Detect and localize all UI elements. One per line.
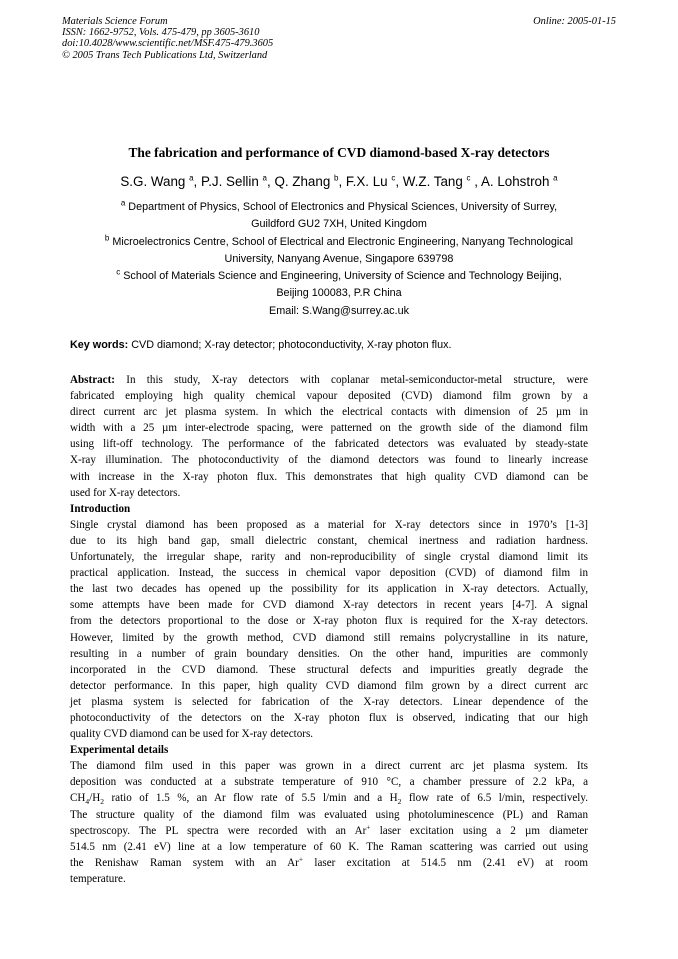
section-heading-experimental: Experimental details: [70, 744, 169, 757]
author: A. Lohstroh $^a$: [480, 173, 558, 189]
intro-line: some attempts have been made for CVD diamond X-ray detectors in recent years [4-7]. A signal: [70, 599, 588, 612]
abstract-line: Abstract: In this study, X-ray detectors with coplanar metal-semiconductor-metal structure, were: [70, 374, 588, 386]
intro-line: detector performance. In this paper, high quality CVD diamond film grown by a direct current arc: [70, 679, 588, 692]
intro-line: Single crystal diamond has been proposed as a material for X-ray detectors since in 1970’s [1-3]: [70, 518, 588, 531]
author: P.J. Sellin $^a$,: [201, 173, 275, 189]
abstract-line: used for X-ray detectors.: [70, 486, 181, 499]
author-list: [40, 173, 638, 191]
abstract-line: width with a 25 µm inter-electrode spacing, were patterned on the growth side of the diamond film: [70, 422, 588, 435]
abstract-line: direct current arc jet plasma system. In which the electrical contacts with dimension of 25 µm in: [70, 406, 588, 419]
intro-line: practical application. Instead, the success in chemical vapor deposition (CVD) of diamond film in: [70, 567, 588, 580]
experimental-line: The diamond film used in this paper was grown in a direct current arc jet plasma system. Its: [70, 760, 588, 773]
intro-line: resulting in a number of grain boundary densities. On the other hand, impurities are commonly: [70, 647, 588, 660]
experimental-line: deposition was conducted at a substrate temperature of 910 °C, a chamber pressure of 2.2 kPa, a: [70, 776, 588, 789]
intro-line: due to its high band gap, small dielectric constant, chemical inertness and radiation hardness.: [70, 534, 588, 547]
experimental-line: the Renishaw Raman system with an Ar+ laser excitation at 514.5 nm (2.41 eV) at room: [70, 854, 588, 869]
affiliations: [40, 199, 638, 320]
intro-line: However, limited by the growth method, CVD diamond still remains polycrystalline in its nature,: [70, 631, 588, 644]
issn-line: ISSN: 1662-9752, Vols. 475-479, pp 3605-3610: [62, 27, 260, 39]
author: S.G. Wang $^a$,: [120, 173, 201, 189]
intro-line: quality CVD diamond can be used for X-ray detectors.: [70, 728, 314, 741]
author: Q. Zhang $^b$,: [274, 173, 346, 189]
affiliation-c: $^c$ School of Materials Science and Engineering, University of Science and Technology Beijing,: [116, 267, 562, 283]
intro-line: jet plasma system is selected for fabrication of the X-ray detectors. Linear dependence of the: [70, 695, 588, 708]
keywords: [70, 338, 451, 352]
abstract: [70, 372, 588, 887]
intro-line: Unfortunately, the irregular shape, rarity and non-reproducibility of single crystal diamond limit its: [70, 551, 588, 564]
affiliation-b-cont: University, Nanyang Avenue, Singapore 639798: [224, 252, 454, 265]
abstract-label: Abstract:: [70, 374, 115, 386]
journal-header: [62, 16, 273, 61]
abstract-line: using lift-off technology. The performance of the fabricated detectors was evaluated by steady-state: [70, 438, 588, 451]
experimental-line: The structure quality of the diamond film was evaluated using photoluminescence (PL) and Raman: [70, 808, 588, 821]
affiliation-c-cont: Beijing 100083, P.R China: [276, 287, 402, 300]
author: F.X. Lu $^c$,: [345, 173, 403, 189]
section-heading-introduction: Introduction: [70, 502, 131, 515]
abstract-line: with increase in the X-ray photon flux. This demonstrates that high quality CVD diamond can be: [70, 470, 588, 483]
email-line: Email: S.Wang@surrey.ac.uk: [269, 304, 409, 317]
experimental-line: $CH_4/H_2$ ratio of 1.5 %, an Ar flow rate of 5.5 l/min and a $H_2$ flow rate of 6.5 l/min, respectively.: [70, 792, 588, 807]
doi-line: doi:10.4028/www.scientific.net/MSF.475-479.3605: [62, 38, 274, 50]
keywords-label: Key words:: [70, 339, 129, 351]
abstract-line: fabricated employing high quality chemical vapour deposited (CVD) diamond film grown by a: [70, 390, 588, 403]
affiliation-a-cont: Guildford GU2 7XH, United Kingdom: [251, 218, 427, 231]
online-date: Online: 2005-01-15: [533, 16, 616, 27]
journal-name: Materials Science Forum: [62, 16, 168, 27]
paper-title: The fabrication and performance of CVD diamond-based X-ray detectors: [128, 145, 550, 160]
experimental-line: spectroscopy. The PL spectra were recorded with an Ar+ laser excitation using a 2 µm diameter: [70, 821, 588, 837]
intro-line: from the detectors proportional to the dose or X-ray photon flux is required for the X-ray detectors.: [70, 615, 588, 628]
experimental-line: temperature.: [70, 872, 126, 885]
author: W.Z. Tang $^c$ ,: [402, 173, 481, 189]
intro-line: the last two decades has opened up the possibility for its application in X-ray detectors. Actually,: [70, 583, 588, 596]
abstract-line: X-ray illumination. The photoconductivity of the diamond detectors was found to linearly increase: [70, 454, 588, 467]
affiliation-b: $^b$ Microelectronics Centre, School of Electrical and Electronic Engineering, Nanyang Technological: [104, 233, 574, 248]
experimental-line: 514.5 nm (2.41 eV) line at a low temperature of 60 K. The Raman scattering was carried out using: [70, 840, 588, 853]
affiliation-a: $^a$ Department of Physics, School of Electronics and Physical Sciences, University of Surrey,: [120, 198, 558, 213]
copyright-line: © 2005 Trans Tech Publications Ltd, Switzerland: [62, 49, 268, 61]
intro-line: incorporated in the CVD diamond. These structural defects and impurities greatly degrade the: [70, 663, 588, 676]
intro-line: photoconductivity of the detectors on the X-ray photon flux is observed, indicating that our high: [70, 711, 588, 724]
keywords-text: CVD diamond; X-ray detector; photoconductivity, X-ray photon flux.: [128, 339, 452, 351]
